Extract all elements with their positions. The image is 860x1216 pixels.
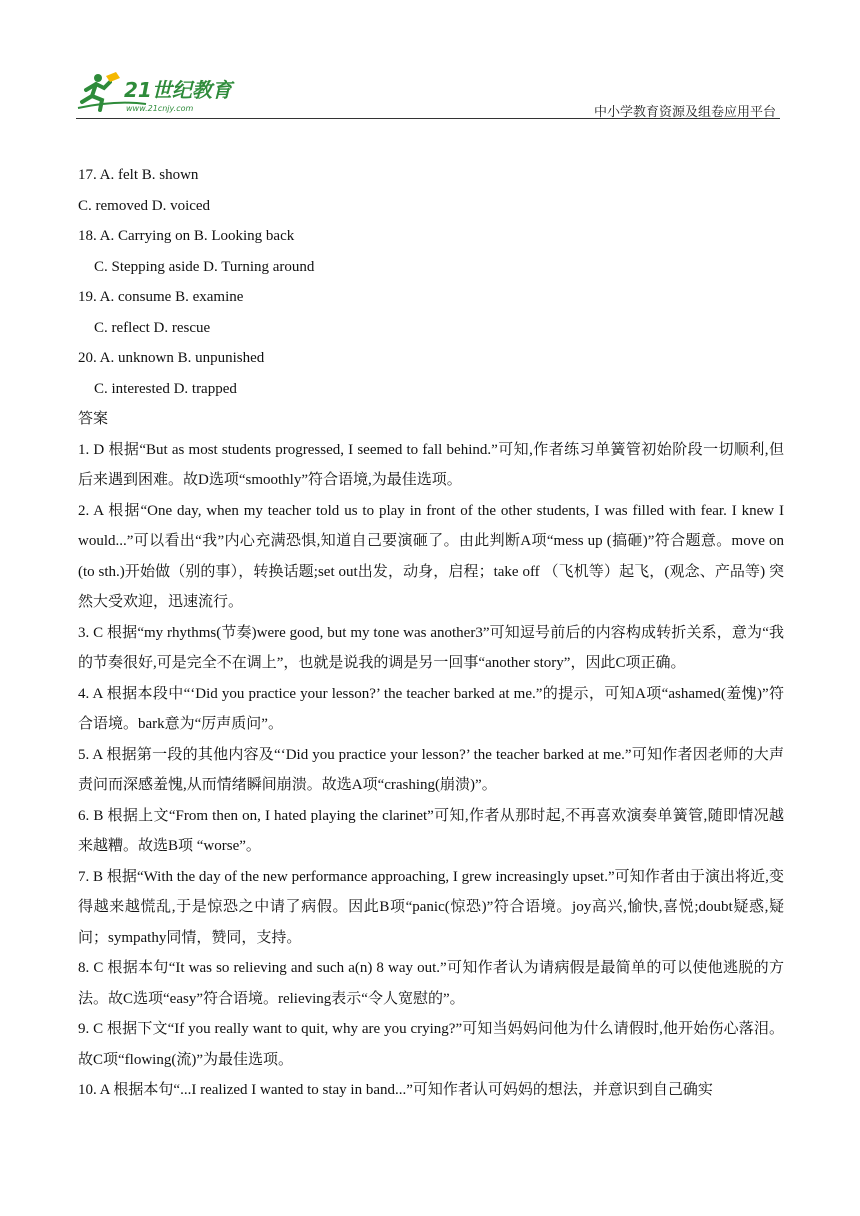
answer-item: 6. B 根据上文“From then on, I hated playing the clarinet”可知,作者从那时起,不再喜欢演奏单簧管,随即情况越来越糟。故选B项 “worse”。	[78, 807, 784, 854]
page-header	[0, 0, 860, 120]
header-divider	[76, 118, 780, 119]
answer-item: 2. A 根据“One day, when my teacher told us to play in front of the other students, I was filled with fear. I knew I would...”可以看出“我”内心充满恐惧,知道自己要演砸了。由此判断A项“mess up (搞砸)”符合题意。move on (to sth.)开始做（别的事），转换话题;set out出发，动身，启程；take off （飞机等）起飞，(观念、产品等) 突然大受欢迎，迅速流行。	[78, 502, 784, 610]
option-line: 19. A. consume B. examine	[78, 289, 244, 305]
answer-item: 10. A 根据本句“...I realized I wanted to stay in band...”可知作者认可妈妈的想法，并意识到自己确实	[78, 1082, 713, 1098]
logo	[76, 70, 246, 115]
option-line: C. reflect D. rescue	[94, 319, 211, 336]
option-line: 20. A. unknown B. unpunished	[78, 350, 265, 366]
answer-item: 3. C 根据“my rhythms(节奏)were good, but my tone was another3”可知逗号前后的内容构成转折关系，意为“我的节奏很好,可是完全不在调上”，也就是说我的调是另一回事“another story”，因此C项正确。	[78, 624, 784, 671]
answer-item: 9. C 根据下文“If you really want to quit, why are you crying?”可知当妈妈问他为什么请假时,他开始伤心落泪。故C项“flowing(流)”为最佳选项。	[78, 1021, 784, 1068]
option-line: 18. A. Carrying on B. Looking back	[78, 228, 295, 244]
answer-heading: 答案	[78, 411, 109, 427]
answer-item: 4. A 根据本段中“‘Did you practice your lesson?’ the teacher barked at me.”的提示，可知A项“ashamed(羞愧)”符合语境。bark意为“厉声质问”。	[78, 685, 784, 732]
logo-text: 21世纪教育	[124, 78, 232, 102]
platform-name: 中小学教育资源及组卷应用平台	[593, 104, 776, 119]
option-line: C. interested D. trapped	[94, 380, 237, 397]
answer-item: 7. B 根据“With the day of the new performance approaching, I grew increasingly upset.”可知作者由于演出将近,变得越来越慌乱,于是惊恐之中请了病假。因此B项“panic(惊恐)”符合语境。joy高兴,愉快,喜悦;doubt疑惑,疑问；sympathy同情，赞同，支持。	[78, 868, 784, 946]
answer-item: 8. C 根据本句“It was so relieving and such a(n) 8 way out.”可知作者认为请病假是最简单的可以使他逃脱的方法。故C选项“easy”符合语境。relieving表示“令人宽慰的”。	[78, 960, 784, 1007]
logo-url: www.21cnjy.com	[126, 104, 194, 113]
document-body	[78, 160, 784, 1106]
runner-logo-icon	[76, 70, 246, 115]
option-line: 17. A. felt B. shown	[78, 167, 199, 183]
option-line: C. Stepping aside D. Turning around	[94, 258, 315, 275]
answer-item: 1. D 根据“But as most students progressed, I seemed to fall behind.”可知,作者练习单簧管初始阶段一切顺利,但后来遇到困难。故D选项“smoothly”符合语境,为最佳选项。	[78, 441, 784, 488]
option-line: C. removed D. voiced	[78, 197, 211, 214]
answer-item: 5. A 根据第一段的其他内容及“‘Did you practice your lesson?’ the teacher barked at me.”可知作者因老师的大声责问而深感羞愧,从而情绪瞬间崩溃。故选A项“crashing(崩溃)”。	[78, 746, 784, 793]
